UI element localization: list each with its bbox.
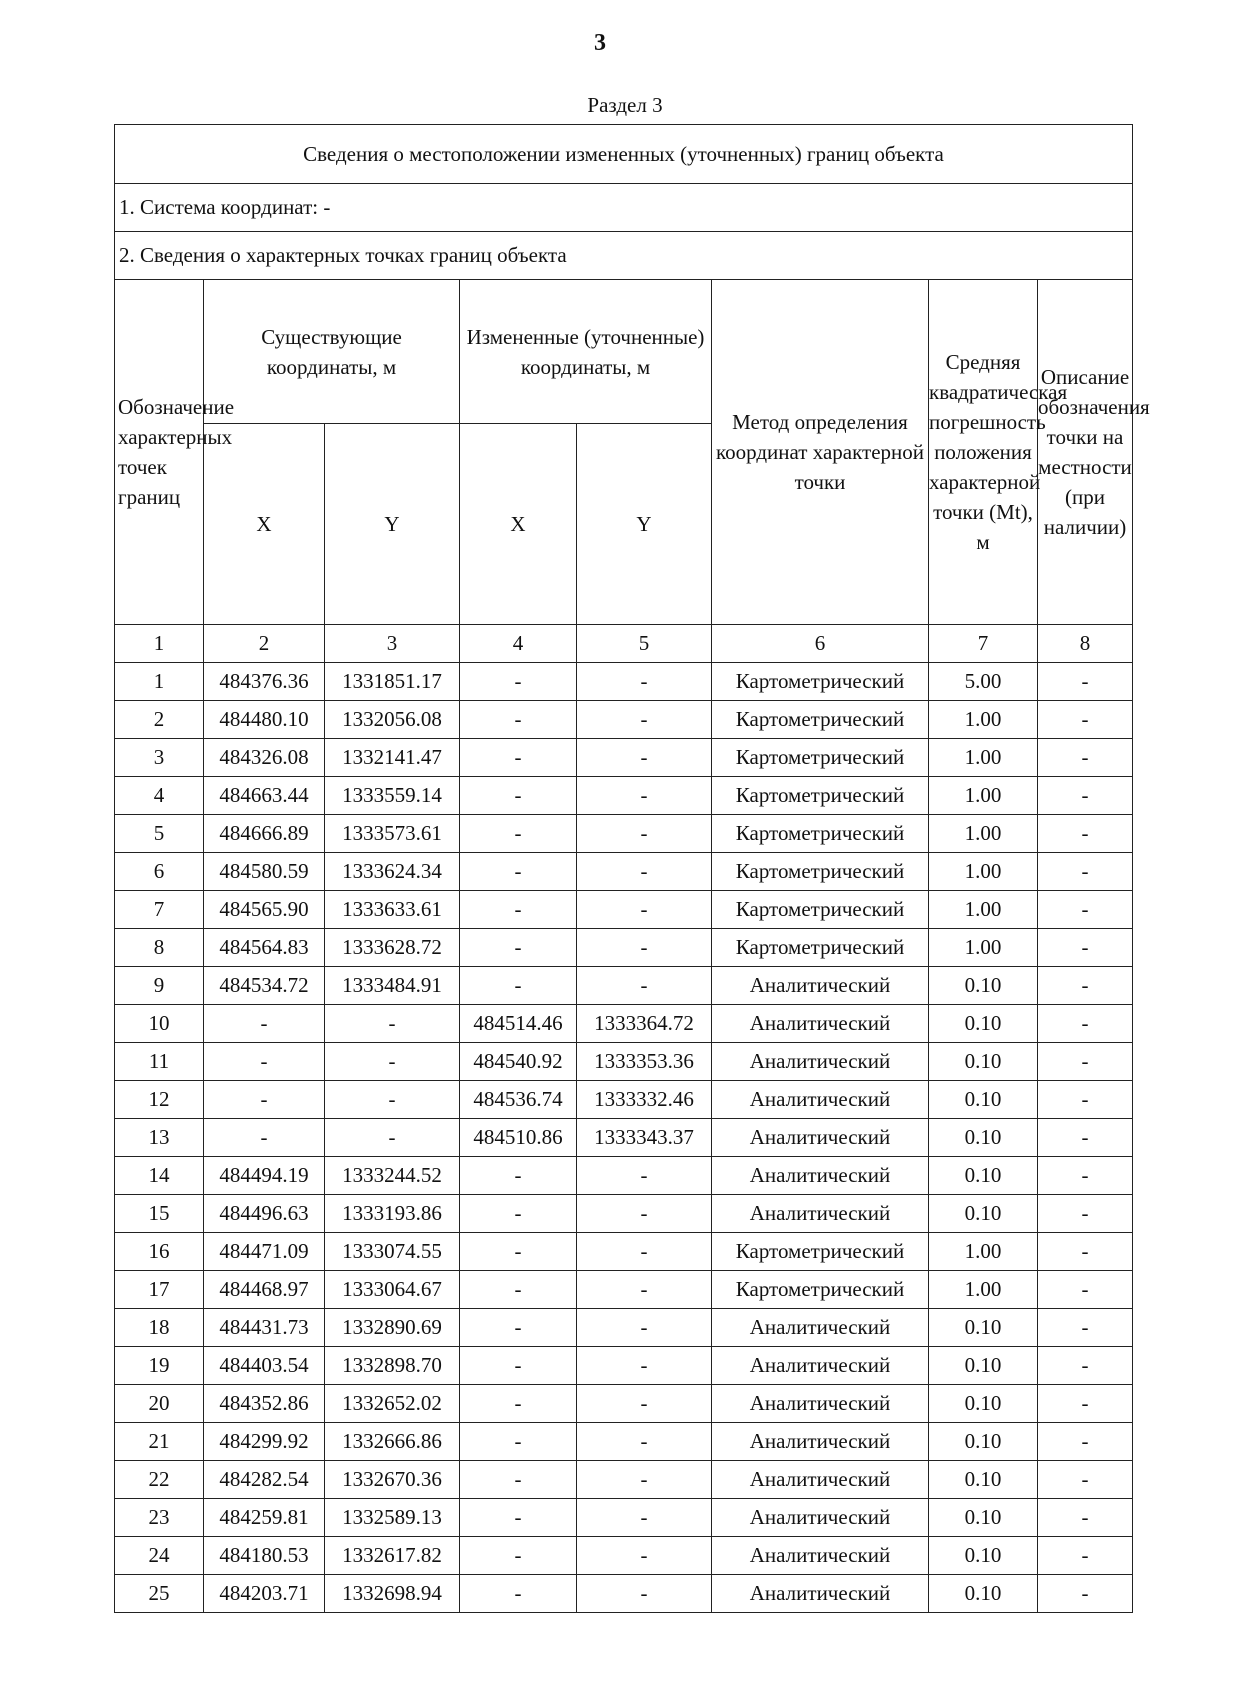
existing-y-cell: 1332141.47 [325, 739, 460, 777]
column-number-row [115, 625, 1133, 663]
point-number-cell: 12 [115, 1081, 204, 1119]
mean-error-cell: 1.00 [929, 815, 1038, 853]
mean-error-cell: 1.00 [929, 929, 1038, 967]
mean-error-cell: 0.10 [929, 1347, 1038, 1385]
mean-error-cell: 0.10 [929, 1157, 1038, 1195]
coord-system-row: 1. Система координат: - [115, 184, 1133, 232]
method-cell: Картометрический [712, 701, 929, 739]
header-existing-coords: Существующие координаты, м [204, 280, 460, 424]
existing-x-cell: 484564.83 [204, 929, 325, 967]
method-cell: Аналитический [712, 1423, 929, 1461]
existing-x-cell: 484663.44 [204, 777, 325, 815]
point-number-cell: 2 [115, 701, 204, 739]
existing-y-cell: 1333074.55 [325, 1233, 460, 1271]
point-number-cell: 20 [115, 1385, 204, 1423]
header-mean-error: Средняя квадратическая погрешность положения характерной точки (Mt), м [929, 280, 1038, 625]
table-row [115, 929, 1133, 967]
table-row [115, 663, 1133, 701]
point-number-cell: 7 [115, 891, 204, 929]
changed-y-cell: - [577, 815, 712, 853]
changed-x-cell: - [460, 739, 577, 777]
table-row [115, 1157, 1133, 1195]
mean-error-cell: 1.00 [929, 777, 1038, 815]
point-number-cell: 8 [115, 929, 204, 967]
mean-error-cell: 1.00 [929, 1271, 1038, 1309]
method-cell: Аналитический [712, 1195, 929, 1233]
existing-y-cell: 1332056.08 [325, 701, 460, 739]
description-cell: - [1038, 891, 1133, 929]
mean-error-cell: 0.10 [929, 1537, 1038, 1575]
changed-x-cell: - [460, 663, 577, 701]
existing-x-cell: 484326.08 [204, 739, 325, 777]
point-number-cell: 13 [115, 1119, 204, 1157]
table-row [115, 1233, 1133, 1271]
changed-x-cell: - [460, 1347, 577, 1385]
mean-error-cell: 0.10 [929, 1309, 1038, 1347]
changed-y-cell: - [577, 929, 712, 967]
page-number: 3 [594, 30, 606, 56]
mean-error-cell: 1.00 [929, 739, 1038, 777]
changed-x-cell: - [460, 853, 577, 891]
existing-y-cell: 1332890.69 [325, 1309, 460, 1347]
header-designation: Обозначение характерных точек границ [115, 280, 204, 625]
changed-x-cell: - [460, 1233, 577, 1271]
changed-y-cell: - [577, 739, 712, 777]
existing-x-cell: 484203.71 [204, 1575, 325, 1613]
existing-y-cell: 1333624.34 [325, 853, 460, 891]
mean-error-cell: 0.10 [929, 1385, 1038, 1423]
method-cell: Картометрический [712, 853, 929, 891]
table-row [115, 701, 1133, 739]
existing-y-cell: 1333484.91 [325, 967, 460, 1005]
point-number-cell: 11 [115, 1043, 204, 1081]
table-body [115, 663, 1133, 1613]
existing-x-cell: 484431.73 [204, 1309, 325, 1347]
changed-y-cell: 1333353.36 [577, 1043, 712, 1081]
method-cell: Картометрический [712, 891, 929, 929]
column-number: 6 [712, 625, 929, 663]
point-number-cell: 18 [115, 1309, 204, 1347]
existing-y-cell: 1333633.61 [325, 891, 460, 929]
description-cell: - [1038, 1309, 1133, 1347]
description-cell: - [1038, 1005, 1133, 1043]
changed-x-cell: - [460, 1385, 577, 1423]
changed-x-cell: - [460, 891, 577, 929]
points-heading-row: 2. Сведения о характерных точках границ объекта [115, 232, 1133, 280]
existing-x-cell: 484494.19 [204, 1157, 325, 1195]
mean-error-cell: 0.10 [929, 1423, 1038, 1461]
column-number: 1 [115, 625, 204, 663]
method-cell: Аналитический [712, 967, 929, 1005]
existing-x-cell: 484468.97 [204, 1271, 325, 1309]
changed-y-cell: - [577, 1537, 712, 1575]
existing-x-cell: 484666.89 [204, 815, 325, 853]
point-number-cell: 15 [115, 1195, 204, 1233]
existing-x-cell: 484471.09 [204, 1233, 325, 1271]
mean-error-cell: 1.00 [929, 853, 1038, 891]
table-row [115, 853, 1133, 891]
mean-error-cell: 0.10 [929, 1005, 1038, 1043]
description-cell: - [1038, 1195, 1133, 1233]
point-number-cell: 10 [115, 1005, 204, 1043]
description-cell: - [1038, 1119, 1133, 1157]
changed-x-cell: - [460, 967, 577, 1005]
changed-x-cell: 484510.86 [460, 1119, 577, 1157]
changed-x-cell: 484514.46 [460, 1005, 577, 1043]
changed-y-cell: - [577, 853, 712, 891]
point-number-cell: 19 [115, 1347, 204, 1385]
method-cell: Аналитический [712, 1119, 929, 1157]
description-cell: - [1038, 1233, 1133, 1271]
point-number-cell: 25 [115, 1575, 204, 1613]
existing-x-cell: 484496.63 [204, 1195, 325, 1233]
method-cell: Аналитический [712, 1499, 929, 1537]
existing-x-cell: 484403.54 [204, 1347, 325, 1385]
column-number: 4 [460, 625, 577, 663]
existing-x-cell: 484282.54 [204, 1461, 325, 1499]
method-cell: Аналитический [712, 1347, 929, 1385]
changed-x-cell: - [460, 1271, 577, 1309]
mean-error-cell: 5.00 [929, 663, 1038, 701]
changed-y-cell: - [577, 1385, 712, 1423]
description-cell: - [1038, 1537, 1133, 1575]
changed-y-cell: - [577, 1423, 712, 1461]
changed-y-cell: - [577, 1271, 712, 1309]
changed-y-cell: - [577, 777, 712, 815]
point-number-cell: 1 [115, 663, 204, 701]
description-cell: - [1038, 1575, 1133, 1613]
table-row [115, 1195, 1133, 1233]
existing-x-cell: 484352.86 [204, 1385, 325, 1423]
existing-y-cell: 1332666.86 [325, 1423, 460, 1461]
point-number-cell: 16 [115, 1233, 204, 1271]
header-changed-x: X [460, 424, 577, 625]
description-cell: - [1038, 929, 1133, 967]
method-cell: Картометрический [712, 1271, 929, 1309]
method-cell: Картометрический [712, 1233, 929, 1271]
description-cell: - [1038, 777, 1133, 815]
method-cell: Аналитический [712, 1385, 929, 1423]
existing-y-cell: 1333064.67 [325, 1271, 460, 1309]
existing-x-cell: 484259.81 [204, 1499, 325, 1537]
existing-y-cell: 1333193.86 [325, 1195, 460, 1233]
table-row [115, 1537, 1133, 1575]
table-row [115, 1423, 1133, 1461]
description-cell: - [1038, 1347, 1133, 1385]
description-cell: - [1038, 1081, 1133, 1119]
changed-y-cell: - [577, 967, 712, 1005]
method-cell: Аналитический [712, 1081, 929, 1119]
table-row [115, 739, 1133, 777]
existing-x-cell: 484376.36 [204, 663, 325, 701]
table-row [115, 1309, 1133, 1347]
table-title: Сведения о местоположении измененных (уточненных) границ объекта [115, 125, 1133, 184]
existing-y-cell: 1332617.82 [325, 1537, 460, 1575]
mean-error-cell: 0.10 [929, 1461, 1038, 1499]
point-number-cell: 9 [115, 967, 204, 1005]
existing-y-cell: - [325, 1005, 460, 1043]
changed-x-cell: - [460, 701, 577, 739]
point-number-cell: 24 [115, 1537, 204, 1575]
mean-error-cell: 1.00 [929, 891, 1038, 929]
mean-error-cell: 0.10 [929, 1119, 1038, 1157]
existing-y-cell: - [325, 1043, 460, 1081]
changed-y-cell: - [577, 1461, 712, 1499]
changed-x-cell: - [460, 1157, 577, 1195]
changed-x-cell: - [460, 1423, 577, 1461]
column-number: 8 [1038, 625, 1133, 663]
point-number-cell: 22 [115, 1461, 204, 1499]
method-cell: Картометрический [712, 739, 929, 777]
description-cell: - [1038, 739, 1133, 777]
point-number-cell: 3 [115, 739, 204, 777]
changed-y-cell: - [577, 1309, 712, 1347]
changed-y-cell: - [577, 1499, 712, 1537]
boundary-points-table [114, 124, 1150, 1613]
method-cell: Аналитический [712, 1157, 929, 1195]
changed-x-cell: - [460, 929, 577, 967]
existing-y-cell: 1331851.17 [325, 663, 460, 701]
method-cell: Аналитический [712, 1043, 929, 1081]
existing-y-cell: 1332589.13 [325, 1499, 460, 1537]
changed-x-cell: - [460, 1461, 577, 1499]
table-row [115, 1499, 1133, 1537]
existing-y-cell: - [325, 1119, 460, 1157]
header-existing-y: Y [325, 424, 460, 625]
existing-x-cell: 484534.72 [204, 967, 325, 1005]
existing-y-cell: 1332898.70 [325, 1347, 460, 1385]
table-row [115, 815, 1133, 853]
description-cell: - [1038, 1043, 1133, 1081]
description-cell: - [1038, 1499, 1133, 1537]
changed-x-cell: 484536.74 [460, 1081, 577, 1119]
method-cell: Картометрический [712, 663, 929, 701]
existing-x-cell: - [204, 1081, 325, 1119]
existing-x-cell: - [204, 1119, 325, 1157]
description-cell: - [1038, 1157, 1133, 1195]
mean-error-cell: 0.10 [929, 967, 1038, 1005]
header-description: Описание обозначения точки на местности (при наличии) [1038, 280, 1133, 625]
column-number: 7 [929, 625, 1038, 663]
mean-error-cell: 1.00 [929, 701, 1038, 739]
description-cell: - [1038, 853, 1133, 891]
table-row [115, 1081, 1133, 1119]
table-row [115, 967, 1133, 1005]
changed-x-cell: - [460, 777, 577, 815]
method-cell: Картометрический [712, 777, 929, 815]
changed-y-cell: - [577, 701, 712, 739]
existing-x-cell: 484299.92 [204, 1423, 325, 1461]
changed-x-cell: - [460, 1195, 577, 1233]
table-row [115, 777, 1133, 815]
description-cell: - [1038, 663, 1133, 701]
changed-y-cell: - [577, 1233, 712, 1271]
description-cell: - [1038, 1271, 1133, 1309]
changed-x-cell: - [460, 1575, 577, 1613]
changed-y-cell: - [577, 891, 712, 929]
existing-x-cell: 484580.59 [204, 853, 325, 891]
changed-x-cell: 484540.92 [460, 1043, 577, 1081]
existing-x-cell: 484180.53 [204, 1537, 325, 1575]
column-number: 2 [204, 625, 325, 663]
method-cell: Аналитический [712, 1461, 929, 1499]
point-number-cell: 4 [115, 777, 204, 815]
existing-y-cell: 1333628.72 [325, 929, 460, 967]
changed-y-cell: 1333343.37 [577, 1119, 712, 1157]
table-row [115, 1005, 1133, 1043]
mean-error-cell: 0.10 [929, 1195, 1038, 1233]
existing-y-cell: 1332698.94 [325, 1575, 460, 1613]
table-row [115, 1385, 1133, 1423]
mean-error-cell: 0.10 [929, 1081, 1038, 1119]
description-cell: - [1038, 1423, 1133, 1461]
table-row [115, 1347, 1133, 1385]
point-number-cell: 21 [115, 1423, 204, 1461]
existing-y-cell: 1332670.36 [325, 1461, 460, 1499]
method-cell: Картометрический [712, 929, 929, 967]
changed-x-cell: - [460, 1499, 577, 1537]
header-changed-coords: Измененные (уточненные) координаты, м [460, 280, 712, 424]
point-number-cell: 6 [115, 853, 204, 891]
changed-y-cell: 1333364.72 [577, 1005, 712, 1043]
header-changed-y: Y [577, 424, 712, 625]
changed-y-cell: 1333332.46 [577, 1081, 712, 1119]
column-number: 3 [325, 625, 460, 663]
point-number-cell: 23 [115, 1499, 204, 1537]
changed-y-cell: - [577, 1157, 712, 1195]
description-cell: - [1038, 967, 1133, 1005]
changed-y-cell: - [577, 1575, 712, 1613]
mean-error-cell: 1.00 [929, 1233, 1038, 1271]
method-cell: Аналитический [712, 1575, 929, 1613]
changed-x-cell: - [460, 815, 577, 853]
table-row [115, 1575, 1133, 1613]
point-number-cell: 17 [115, 1271, 204, 1309]
method-cell: Картометрический [712, 815, 929, 853]
existing-x-cell: 484480.10 [204, 701, 325, 739]
description-cell: - [1038, 1385, 1133, 1423]
existing-y-cell: 1333244.52 [325, 1157, 460, 1195]
existing-x-cell: - [204, 1005, 325, 1043]
method-cell: Аналитический [712, 1537, 929, 1575]
column-number: 5 [577, 625, 712, 663]
table-row [115, 1043, 1133, 1081]
description-cell: - [1038, 815, 1133, 853]
mean-error-cell: 0.10 [929, 1043, 1038, 1081]
changed-y-cell: - [577, 663, 712, 701]
changed-y-cell: - [577, 1195, 712, 1233]
section-label: Раздел 3 [587, 93, 663, 117]
table-row [115, 1461, 1133, 1499]
mean-error-cell: 0.10 [929, 1575, 1038, 1613]
changed-x-cell: - [460, 1537, 577, 1575]
point-number-cell: 14 [115, 1157, 204, 1195]
changed-y-cell: - [577, 1347, 712, 1385]
method-cell: Аналитический [712, 1005, 929, 1043]
description-cell: - [1038, 701, 1133, 739]
existing-y-cell: 1332652.02 [325, 1385, 460, 1423]
changed-x-cell: - [460, 1309, 577, 1347]
existing-x-cell: 484565.90 [204, 891, 325, 929]
mean-error-cell: 0.10 [929, 1499, 1038, 1537]
description-cell: - [1038, 1461, 1133, 1499]
method-cell: Аналитический [712, 1309, 929, 1347]
header-existing-x: X [204, 424, 325, 625]
point-number-cell: 5 [115, 815, 204, 853]
existing-y-cell: - [325, 1081, 460, 1119]
table-row [115, 891, 1133, 929]
existing-y-cell: 1333559.14 [325, 777, 460, 815]
existing-x-cell: - [204, 1043, 325, 1081]
header-method: Метод определения координат характерной точки [712, 280, 929, 625]
existing-y-cell: 1333573.61 [325, 815, 460, 853]
table-row [115, 1271, 1133, 1309]
table-row [115, 1119, 1133, 1157]
